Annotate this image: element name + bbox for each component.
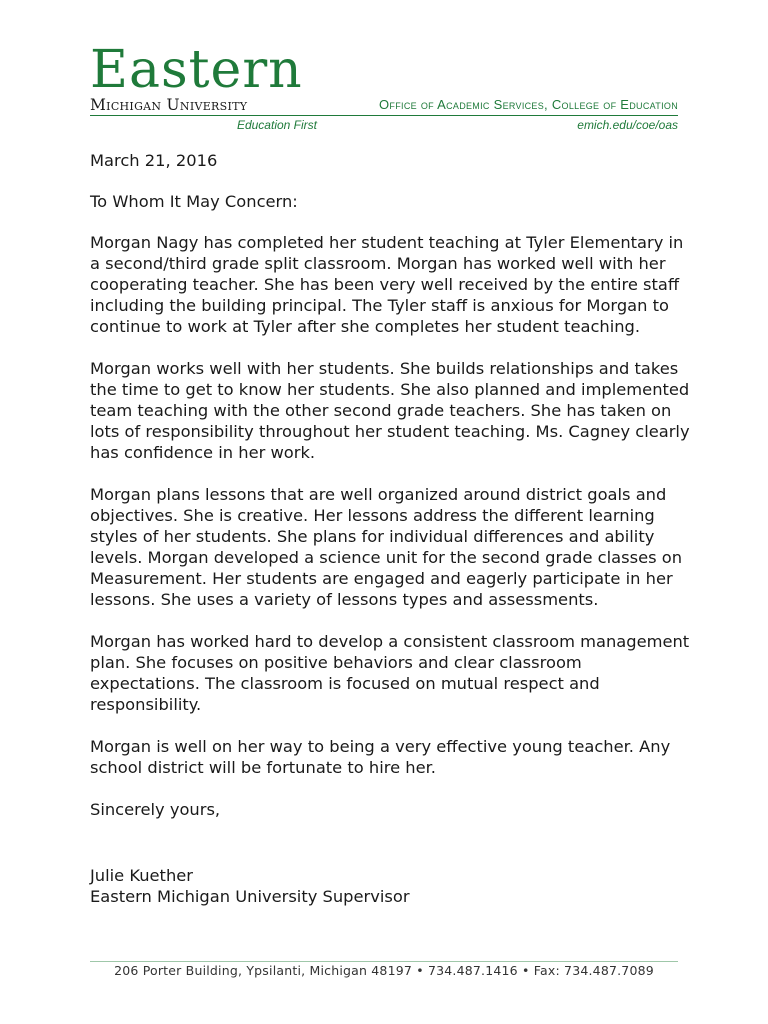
university-logo-wordmark: Eastern <box>90 40 303 100</box>
paragraph: Morgan plans lessons that are well organized around district goals and objectives. She is creative. Her lessons address the different learning styles of her students. She plans for individual differences and ability levels. Morgan developed a science unit for the second grade classes on Measurement. Her students are engaged and eagerly participate in her lessons. She uses a variety of lessons types and assessments. <box>90 485 683 609</box>
website-link[interactable]: emich.edu/coe/oas <box>577 118 678 132</box>
signer-title: Eastern Michigan University Supervisor <box>90 887 410 906</box>
paragraph: Morgan Nagy has completed her student teaching at Tyler Elementary in a second/third grade split classroom. Morgan has worked well with her cooperating teacher. She has been very well received by the entire staff including the building principal. The Tyler staff is anxious for Morgan to continue to work at Tyler after she completes her student teaching. <box>90 233 684 336</box>
footer-address: 206 Porter Building, Ypsilanti, Michigan 48197 • 734.487.1416 • Fax: 734.487.7089 <box>114 963 654 978</box>
paragraph: Morgan is well on her way to being a very effective young teacher. Any school district will be fortunate to hire her. <box>90 737 671 777</box>
header-divider <box>90 115 678 116</box>
letter-date: March 21, 2016 <box>90 151 218 170</box>
tagline: Education First <box>236 118 317 132</box>
salutation: To Whom It May Concern: <box>90 192 298 211</box>
closing: Sincerely yours, <box>90 800 221 819</box>
paragraph: Morgan works well with her students. She builds relationships and takes the time to get to know her students. She also planned and implemented team teaching with the other second grade teachers. She has taken on lots of responsibility throughout her student teaching. Ms. Cagney clearly has confidence in her work. <box>90 359 690 462</box>
footer-divider <box>90 961 678 962</box>
office-name: Office of Academic Services, College of Education <box>379 97 678 112</box>
paragraph: Morgan has worked hard to develop a consistent classroom management plan. She focuses on positive behaviors and clear classroom expectations. The classroom is focused on mutual respect and responsibility. <box>90 632 690 714</box>
university-logo-subtitle: Michigan University <box>90 96 248 114</box>
letter-body <box>90 150 690 907</box>
signer-name: Julie Kuether <box>90 866 193 885</box>
letterhead <box>0 0 768 140</box>
